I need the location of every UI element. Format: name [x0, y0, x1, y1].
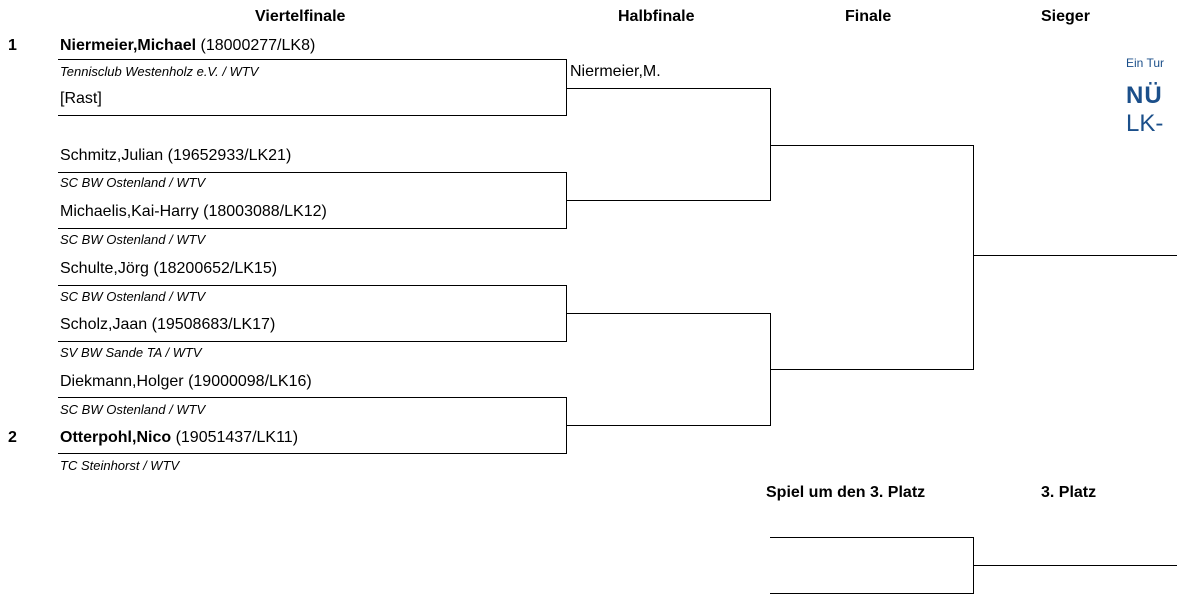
player-name: Otterpohl,Nico	[60, 429, 172, 446]
player-club: SC BW Ostenland / WTV	[60, 175, 206, 190]
player-name: Michaelis,Kai-Harry	[60, 203, 199, 220]
seed-number: 2	[8, 429, 17, 446]
player-club: TC Steinhorst / WTV	[60, 458, 180, 473]
player-meta: (19508683/LK17)	[151, 316, 276, 333]
player-entry	[60, 429, 298, 447]
bracket-line	[770, 145, 974, 146]
bracket-line	[770, 593, 974, 594]
player-meta: (19652933/LK21)	[167, 147, 292, 164]
logo-line2: NÜ	[1126, 82, 1163, 109]
player-name: Schmitz,Julian	[60, 147, 164, 164]
bracket-line	[58, 285, 566, 286]
player-entry	[60, 147, 291, 165]
player-meta: (18000277/LK8)	[200, 37, 316, 54]
bracket-line	[566, 425, 771, 426]
player-club: SC BW Ostenland / WTV	[60, 232, 206, 247]
bracket-line	[566, 200, 771, 201]
player-entry	[60, 260, 277, 278]
player-club: SC BW Ostenland / WTV	[60, 289, 206, 304]
bracket-line	[58, 228, 566, 229]
bracket-line	[58, 172, 566, 173]
player-meta: (18200652/LK15)	[153, 260, 278, 277]
bracket-line	[58, 453, 566, 454]
player-meta: (19051437/LK11)	[175, 429, 299, 446]
bracket-line	[770, 369, 974, 370]
player-name: [Rast]	[60, 90, 102, 107]
player-entry	[60, 90, 102, 108]
winner-line	[973, 255, 1177, 256]
player-name: Diekmann,Holger	[60, 373, 184, 390]
header-winner: Sieger	[1041, 8, 1090, 25]
logo-line1: Ein Tur	[1126, 56, 1165, 70]
bracket-line	[58, 397, 566, 398]
semifinal-entry: Niermeier,M.	[570, 63, 661, 80]
player-meta: (18003088/LK12)	[203, 203, 327, 220]
header-semifinal: Halbfinale	[618, 8, 695, 25]
bracket-line	[566, 88, 771, 89]
bracket-line	[973, 145, 974, 370]
bracket-line	[58, 115, 566, 116]
player-club: SV BW Sande TA / WTV	[60, 345, 202, 360]
seed-number: 1	[8, 37, 17, 54]
player-name: Schulte,Jörg	[60, 260, 149, 277]
bracket-line	[58, 341, 566, 342]
player-entry	[60, 373, 312, 391]
header-third-place: 3. Platz	[1041, 484, 1097, 501]
player-meta: (19000098/LK16)	[188, 373, 312, 390]
third-place-line	[973, 565, 1177, 566]
header-third-place-match: Spiel um den 3. Platz	[766, 484, 926, 501]
header-quarterfinal: Viertelfinale	[255, 8, 346, 25]
bracket-line	[58, 59, 566, 60]
bracket-line	[566, 313, 771, 314]
player-entry	[60, 37, 315, 55]
player-entry	[60, 203, 327, 221]
player-entry	[60, 316, 275, 334]
player-name: Scholz,Jaan	[60, 316, 148, 333]
player-club: Tennisclub Westenholz e.V. / WTV	[60, 64, 259, 79]
logo-line3: LK-	[1126, 110, 1164, 137]
player-name: Niermeier,Michael	[60, 37, 197, 54]
player-club: SC BW Ostenland / WTV	[60, 402, 206, 417]
header-final: Finale	[845, 8, 892, 25]
bracket-line	[770, 537, 974, 538]
